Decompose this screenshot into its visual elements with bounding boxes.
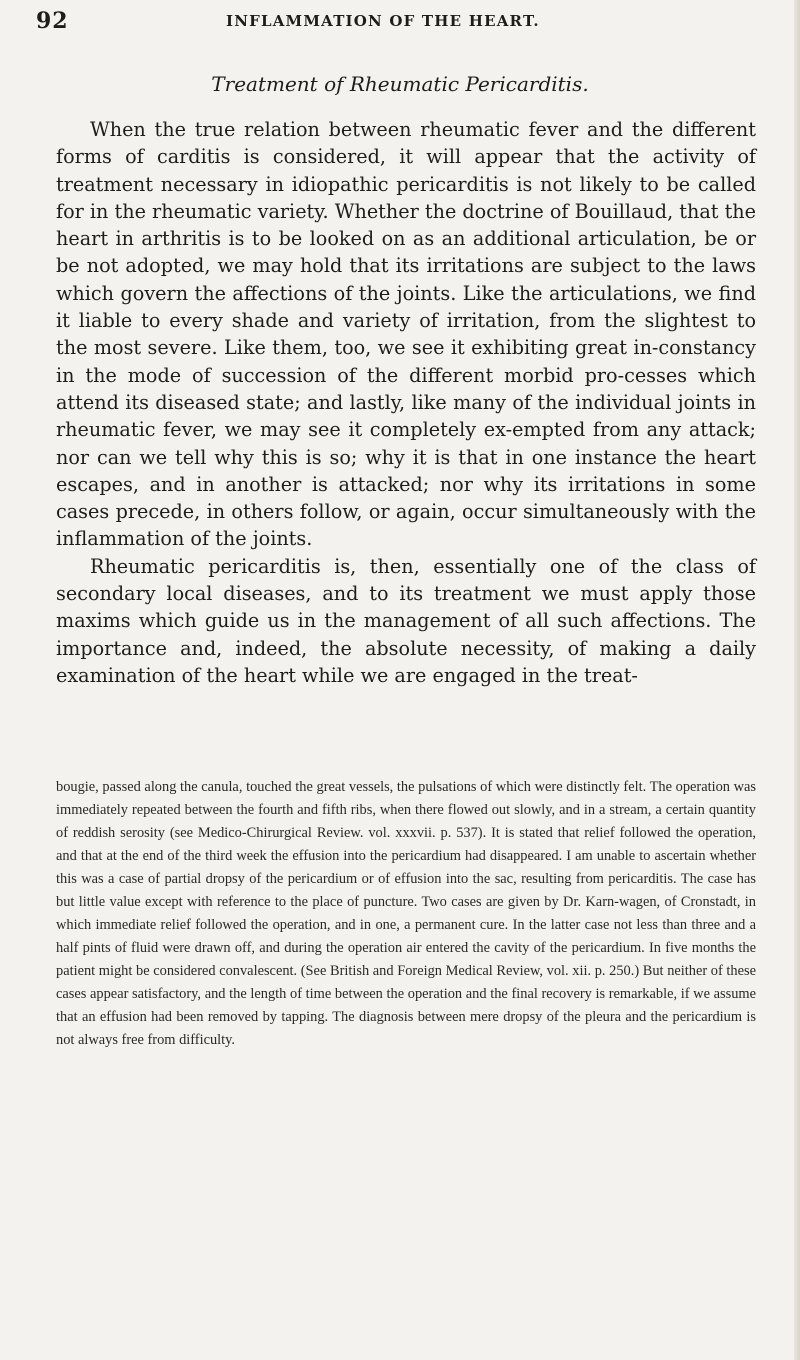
paragraph: When the true relation between rheumatic fever and the different forms of carditis is considered, it will appear that the activity of treatment necessary in idiopathic pericarditis is not likely to be called for in the rheumatic variety. Whether the doctrine of Bouillaud, that the heart in arthritis is to be looked on as an additional articulation, be or be not adopted, we may hold that its irritations are subject to the laws which govern the affections of the joints. Like the articulations, we find it liable to every shade and variety of irritation, from the slightest to the most severe. Like them, too, we see it exhibiting great in-constancy in the mode of succession of the different morbid pro-cesses which attend its diseased state; and lastly, like many of the individual joints in rheumatic fever, we may see it completely ex-empted from any attack; nor can we tell why this is so; why it is that in one instance the heart escapes, and in another is attacked; nor why its irritations in some cases precede, in others follow, or again, occur simultaneously with the inflammation of the joints. (56, 118, 757, 551)
page-edge (794, 0, 800, 1360)
section-heading: Treatment of Rheumatic Pericarditis. (211, 72, 589, 96)
body-text (56, 116, 756, 689)
page-number: 92 (36, 8, 69, 34)
running-head: INFLAMMATION OF THE HEART. (226, 12, 540, 30)
footnote-text: bougie, passed along the canula, touched the great vessels, the pulsations of which were distinctly felt. The operation was immediately repeated between the fourth and fifth ribs, when there flowed out slowly, and in a stream, a certain quantity of reddish serosity (see Medico-Chirurgical Review. vol. xxxvii. p. 537). It is stated that relief followed the operation, and that at the end of the third week the effusion into the pericardium had disappeared. I am unable to ascertain whether this was a case of partial dropsy of the pericardium or of effusion into the sac, resulting from pericarditis. The case has but little value except with reference to the place of puncture. Two cases are given by Dr. Karn-wagen, of Cronstadt, in which immediate relief followed the operation, and in one, a permanent cure. In the latter case not less than three and a half pints of fluid were drawn off, and during the operation air entered the cavity of the pericardium. In five months the patient might be considered convalescent. (See British and Foreign Medical Review, vol. xii. p. 250.) But neither of these cases appear satisfactory, and the length of time between the operation and the final recovery is remarkable, if we assume that an effusion had been removed by tapping. The diagnosis between mere dropsy of the pleura and the pericardium is not always free from difficulty. (56, 779, 756, 1048)
footnote (56, 776, 756, 1052)
paragraph: Rheumatic pericarditis is, then, essentially one of the class of secondary local diseases, and to its treatment we must apply those maxims which guide us in the management of all such affections. The importance and, indeed, the absolute necessity, of making a daily examination of the heart while we are engaged in the treat- (56, 554, 756, 687)
